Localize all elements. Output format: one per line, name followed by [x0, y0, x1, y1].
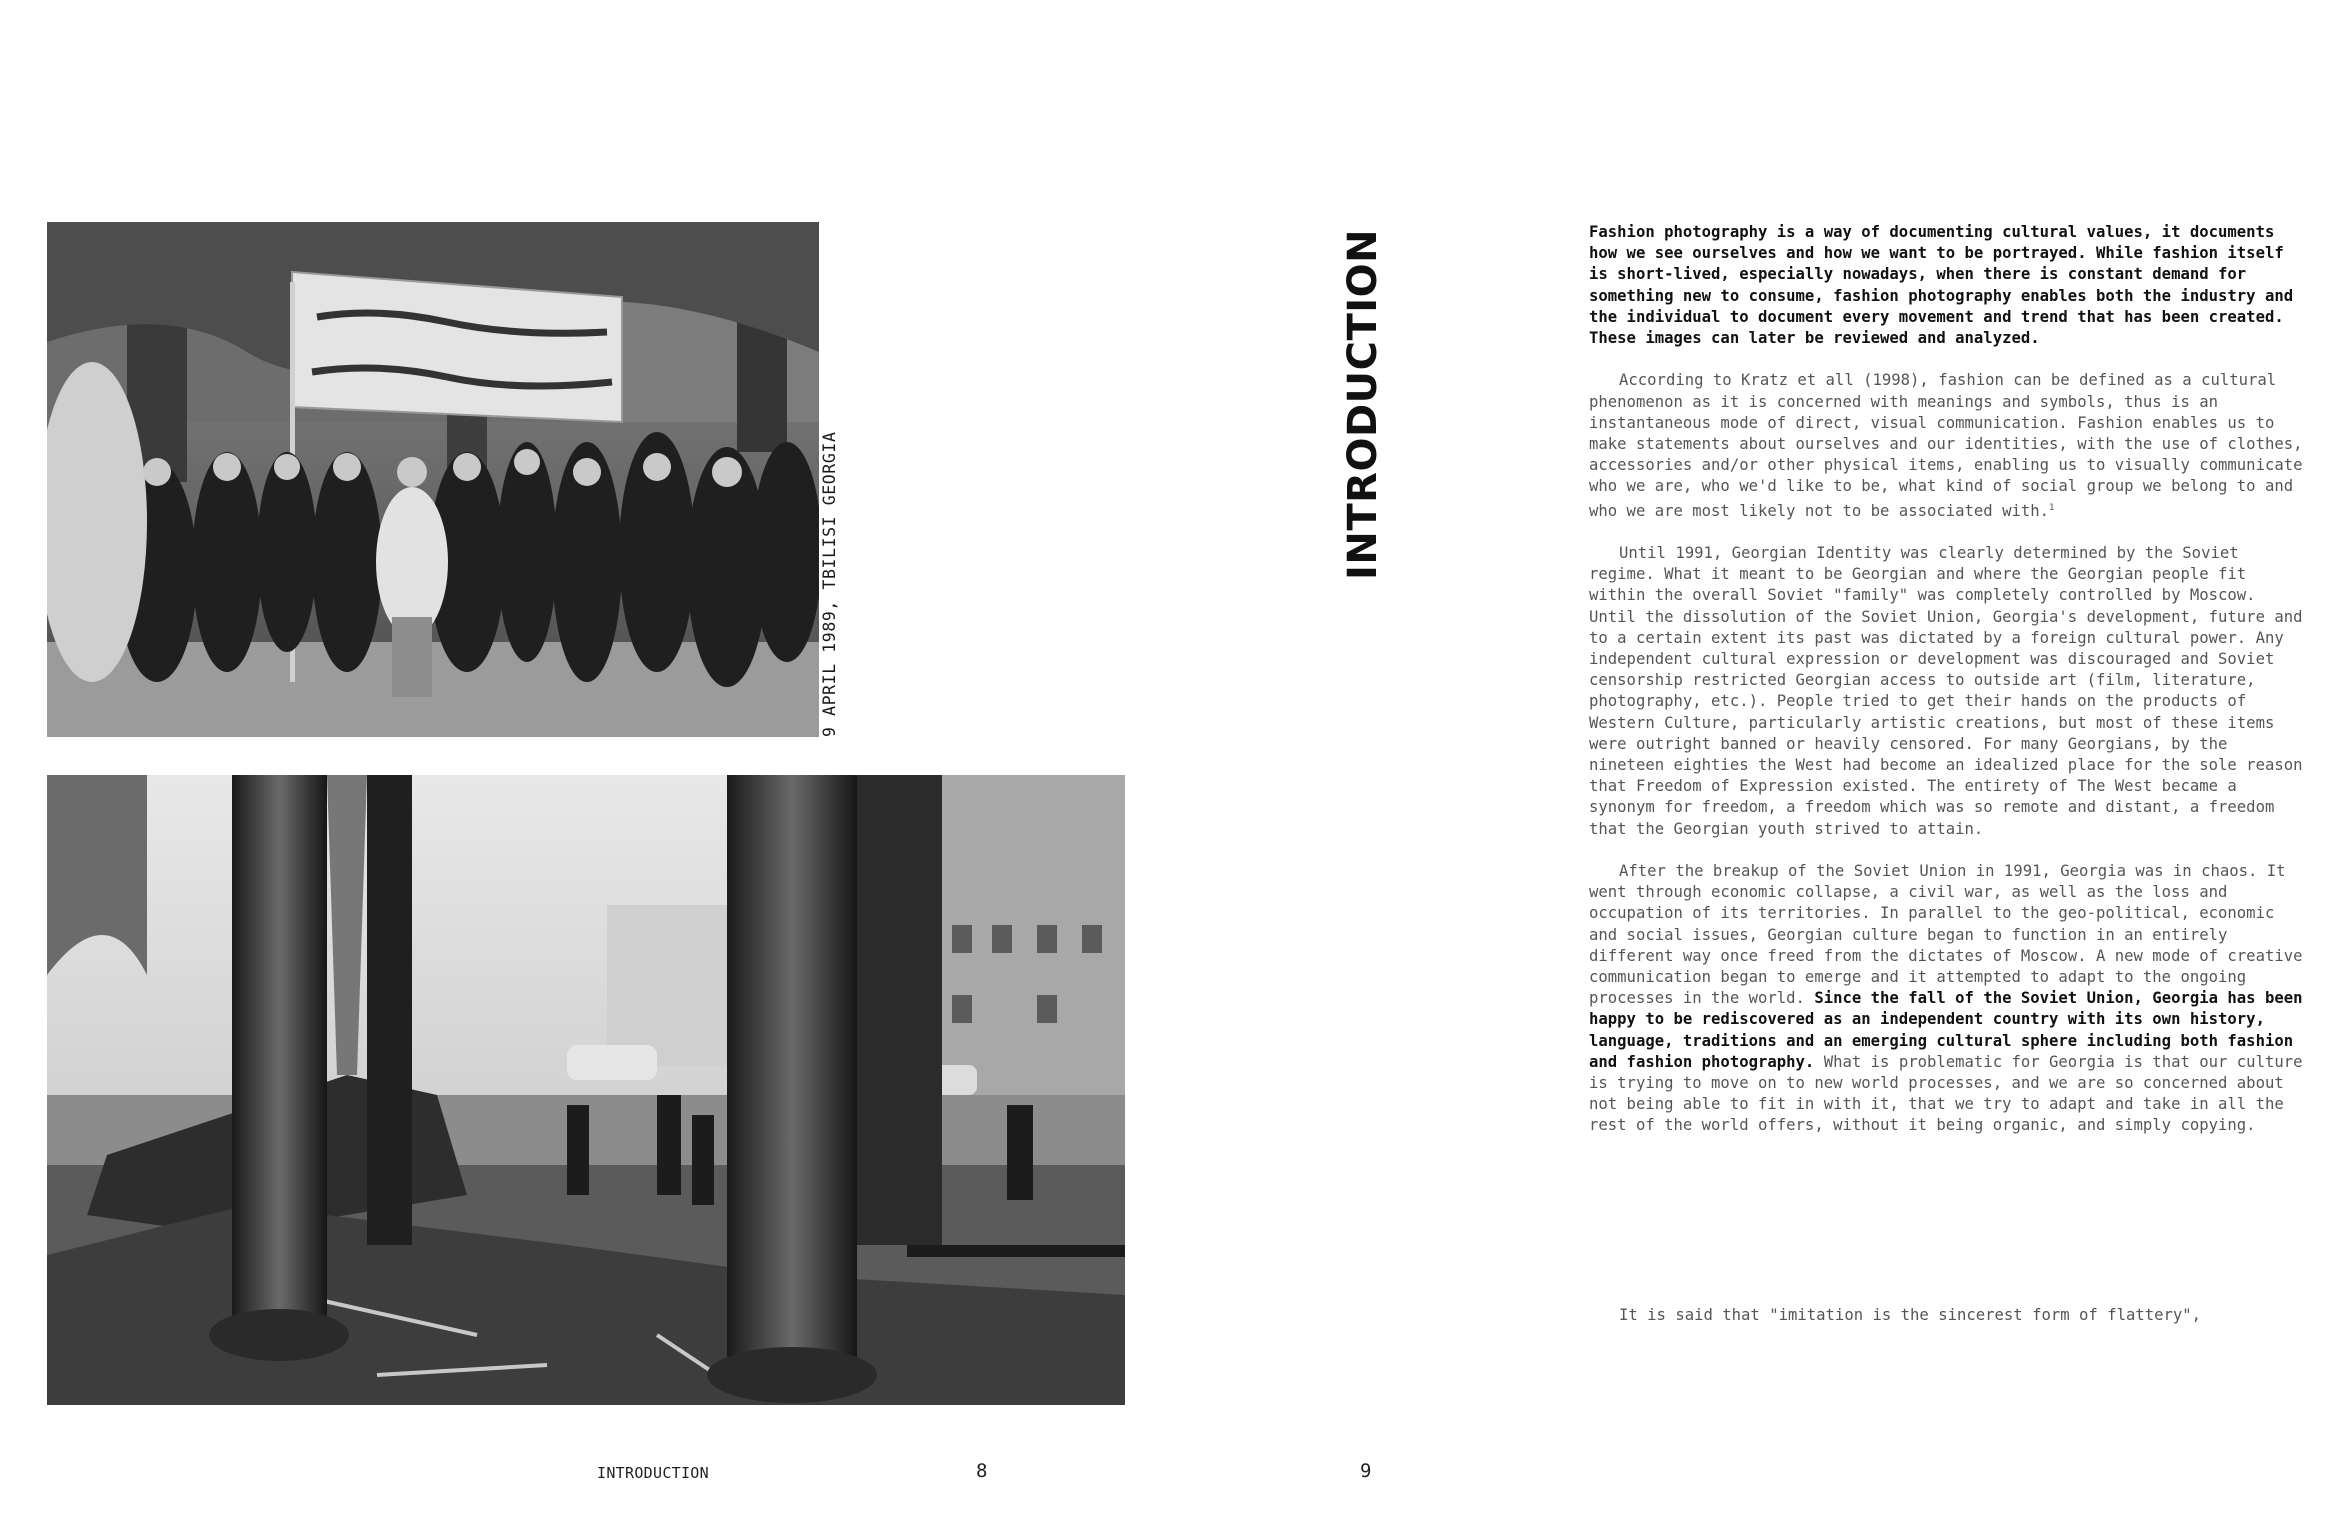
lead-paragraph: Fashion photography is a way of documenting cultural values, it documents how we see ourselves and how we want to be portrayed. While fashion itself is short-lived, especially nowadays, when there is constant demand for something new to consume, fashion photography enables both the industry and the individual to document every movement and trend that has been created. These images can later be reviewed and analyzed. [1589, 223, 2294, 348]
footnote-marker: 1 [2049, 502, 2055, 513]
protest-photo [47, 222, 819, 737]
page-title: INTRODUCTION [1340, 228, 1386, 580]
paragraph-3-text-a: After the breakup of the Soviet Union in 1991, Georgia was in chaos. It went through economic collapse, a civil war, as well as the loss and occupation of its territories. In parallel to the geo-political, economic and social issues, Georgian culture began to function in an entirely different way once freed from the dictates of Moscow. A new mode of creative communication began to emerge and it attempted to adapt to the ongoing processes in the world. [1589, 862, 2303, 1008]
photo-caption: 9 APRIL 1989, TBILISI GEORGIA [820, 431, 839, 737]
paragraph-3-bold: Since the fall of the Soviet Union, Georgia has been happy to be rediscovered as an independent country with its own history, language, traditions and an emerging cultural sphere including both fashion and fashion photography. [1589, 989, 2303, 1071]
body-text [1589, 222, 2309, 1158]
paragraph-1-text: According to Kratz et all (1998), fashion can be defined as a cultural phenomenon as it is concerned with meanings and symbols, thus is an instantaneous mode of direct, visual communication. Fashion enables us to make statements about ourselves and our identities, with the use of clothes, accessories and/or other physical items, enabling us to visually communicate who we are, who we'd like to be, what kind of social group we belong to and who we are most likely not to be associated with. [1589, 371, 2303, 520]
paragraph-3-text-b: What is problematic for Georgia is that our culture is trying to move on to new world processes, and we are so concerned about not being able to fit in with it, that we try to adapt and take in all the rest of the world offers, without it being organic, and simply copying. [1589, 1052, 2303, 1135]
paragraph-2: Until 1991, Georgian Identity was clearly determined by the Soviet regime. What it meant to be Georgian and where the Georgian people fit within the overall Soviet "family" was completely controlled by Moscow. Until the dissolution of the Soviet Union, Georgia's development, future and to a certain extent its past was dictated by a foreign cultural power. Any independent cultural expression or development was discouraged and Soviet censorship restricted Georgian access to outside art (film, literature, photography, etc.). People tried to get their hands on the products of Western Culture, particularly artistic creations, but most of these items were outright banned or heavily censored. For many Georgians, by the nineteen eighties the West had become an idealized place for the sole reason that Freedom of Expression existed. The entirety of The West became a synonym for freedom, a freedom which was so remote and distant, a freedom that the Georgian youth strived to attain. [1589, 544, 2303, 838]
page-number-right: 9 [1360, 1460, 1372, 1482]
paragraph-1 [1589, 370, 2309, 521]
quote-line: It is said that "imitation is the sincerest form of flattery", [1619, 1306, 2202, 1324]
ruins-photo-graphic [47, 775, 1125, 1405]
footer-section-label: INTRODUCTION [597, 1464, 709, 1482]
ruins-photo [47, 775, 1125, 1405]
protest-photo-graphic [47, 222, 819, 737]
paragraph-3 [1589, 861, 2309, 1137]
page-number-left: 8 [976, 1460, 988, 1482]
